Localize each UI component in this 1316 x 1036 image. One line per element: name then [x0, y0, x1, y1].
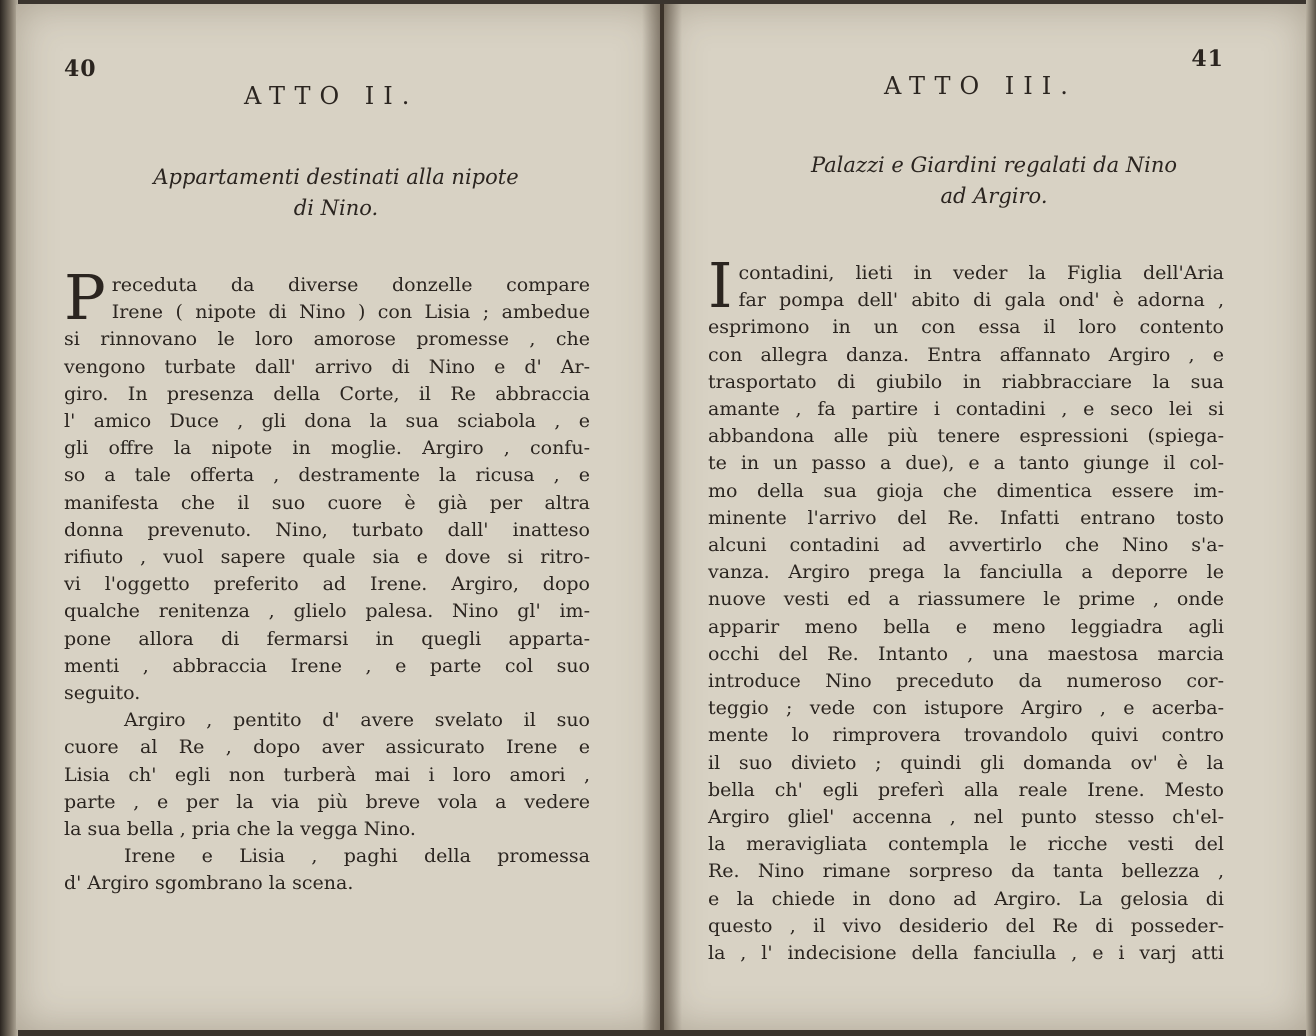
text-line: introduce Nino preceduto da numeroso cor- [708, 670, 1224, 693]
text-line: d' Argiro sgombrano la scena. [64, 872, 354, 895]
text-line: parte , e per la via più breve vola a vedere [64, 790, 590, 813]
text-line: seguito. [64, 682, 141, 705]
act-title-left: ATTO II. [244, 82, 419, 110]
text-line: esprimono in un con essa il loro contento [708, 316, 1224, 339]
text-line: apparir meno bella e meno leggiadra agli [708, 615, 1224, 638]
text-line: gli offre la nipote in moglie. Argiro , confu- [64, 437, 590, 460]
text-line: nuove vesti ed a riassumere le prime , onde [708, 588, 1224, 611]
text-line: Irene e Lisia , paghi della promessa [124, 845, 590, 868]
text-line: Argiro , pentito d' avere svelato il suo [124, 709, 590, 732]
book-edge-right [1306, 0, 1316, 1036]
text-line: Argiro gliel' accenna , nel punto stesso ch'el- [708, 806, 1224, 829]
text-line: con allegra danza. Entra affannato Argiro , e [708, 343, 1224, 366]
left-page [16, 4, 660, 1030]
text-line: teggio ; vede con istupore Argiro , e acerba- [708, 697, 1224, 720]
text-line: abbandona alle più tenere espressioni (spiega- [708, 425, 1224, 448]
text-line: la sua bella , pria che la vegga Nino. [64, 818, 416, 841]
text-line: minente l'arrivo del Re. Infatti entrano tosto [708, 506, 1224, 529]
text-line: e la chiede in dono ad Argiro. La gelosia di [708, 887, 1224, 910]
text-line: Lisia ch' egli non turberà mai i loro amori , [64, 763, 590, 786]
text-line: il suo divieto ; quindi gli domanda ov' è la [708, 751, 1224, 774]
text-line: Re. Nino rimane sorpreso da tanta bellezza , [708, 860, 1224, 883]
right-page [664, 4, 1308, 1030]
scene-title-left [76, 162, 596, 224]
scene-title-line: Appartamenti destinati alla nipote [153, 165, 519, 189]
text-line: receduta da diverse donzelle compare [111, 274, 590, 296]
scene-title-line: Palazzi e Giardini regalati da Nino [810, 153, 1178, 177]
text-line: occhi del Re. Intanto , una maestosa marcia [708, 642, 1224, 665]
text-line: giro. In presenza della Corte, il Re abbraccia [64, 382, 590, 405]
text-line: contadini, lieti in veder la Figlia dell'Aria [738, 262, 1224, 284]
text-line: amante , fa partire i contadini , e seco lei si [708, 398, 1224, 421]
text-line: cuore al Re , dopo aver assicurato Irene e [64, 736, 590, 759]
text-line: te in un passo a due), e a tanto giunge il col- [708, 452, 1224, 475]
text-line: so a tale offerta , destramente la ricusa , e [64, 464, 590, 487]
text-line: pone allora di fermarsi in quegli apparta- [64, 627, 590, 650]
text-line: la meravigliata contempla le ricche vesti del [708, 833, 1224, 856]
text-line: l' amico Duce , gli dona la sua sciabola , e [64, 410, 590, 433]
text-line: manifesta che il suo cuore è già per altra [64, 491, 590, 514]
text-line: Irene ( nipote di Nino ) con Lisia ; ambedue [111, 301, 590, 324]
text-line: la , l' indecisione della fanciulla , e i varj atti [708, 942, 1224, 965]
text-line: far pompa dell' abito di gala ond' è adorna , [738, 289, 1224, 312]
page-number-right: 41 [1191, 46, 1224, 72]
page-number-left: 40 [64, 56, 97, 82]
text-line: rifiuto , vuol sapere quale sia e dove si ritro- [64, 546, 590, 569]
drop-cap: I [708, 249, 733, 322]
text-line: menti , abbraccia Irene , e parte col suo [64, 654, 590, 677]
act-title-right: ATTO III. [884, 72, 1077, 100]
text-line: bella ch' egli preferì alla reale Irene. Mesto [708, 778, 1224, 801]
text-line: qualche renitenza , glielo palesa. Nino gl' im- [64, 600, 590, 623]
scene-title-line: ad Argiro. [940, 184, 1048, 208]
text-line: vanza. Argiro prega la fanciulla a deporre le [708, 561, 1224, 584]
text-line: questo , il vivo desiderio del Re di posseder- [708, 914, 1224, 937]
text-line: mente lo rimprovera trovandolo quivi contro [708, 724, 1224, 747]
text-line: trasportato di giubilo in riabbracciare la sua [708, 370, 1224, 393]
scene-title-right [724, 150, 1264, 212]
body-text-left [64, 261, 590, 898]
text-line: vi l'oggetto preferito ad Irene. Argiro, dopo [64, 573, 590, 596]
text-line: si rinnovano le loro amorose promesse , che [64, 328, 590, 351]
text-line: donna prevenuto. Nino, turbato dall' inatteso [64, 518, 590, 541]
text-line: alcuni contadini ad avvertirlo che Nino s'a- [708, 534, 1224, 557]
body-text-right [708, 249, 1224, 967]
text-line: vengono turbate dall' arrivo di Nino e d' Ar- [64, 355, 590, 378]
text-line: mo della sua gioja che dimentica essere im- [708, 479, 1224, 502]
scene-title-line: di Nino. [293, 196, 379, 220]
drop-cap: P [64, 261, 106, 334]
